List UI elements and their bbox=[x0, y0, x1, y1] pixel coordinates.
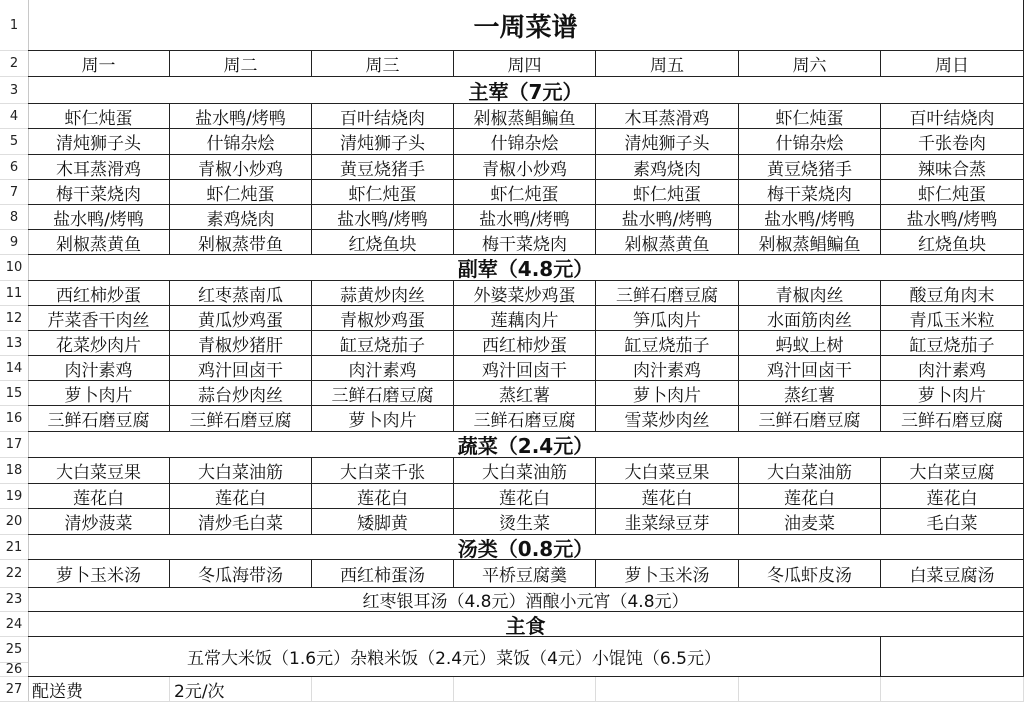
delivery-label[interactable]: 配送费 bbox=[28, 677, 170, 702]
dish-cell[interactable]: 肉汁素鸡 bbox=[28, 356, 170, 381]
empty-cell[interactable] bbox=[881, 677, 1024, 702]
dish-cell[interactable]: 鸡汁回卤干 bbox=[170, 356, 312, 381]
dish-cell[interactable]: 盐水鸭/烤鸭 bbox=[881, 205, 1024, 230]
dish-cell[interactable]: 黄瓜炒鸡蛋 bbox=[170, 306, 312, 331]
dish-cell[interactable]: 虾仁炖蛋 bbox=[739, 104, 881, 129]
day-header[interactable]: 周二 bbox=[170, 51, 312, 77]
dish-cell[interactable]: 大白菜油筋 bbox=[170, 458, 312, 484]
dish-cell[interactable]: 虾仁炖蛋 bbox=[881, 180, 1024, 205]
dish-cell[interactable]: 梅干菜烧肉 bbox=[28, 180, 170, 205]
dish-cell[interactable]: 油麦菜 bbox=[739, 509, 881, 535]
dish-cell[interactable]: 萝卜玉米汤 bbox=[28, 560, 170, 588]
dish-cell[interactable]: 冬瓜虾皮汤 bbox=[739, 560, 881, 588]
dish-cell[interactable]: 红烧鱼块 bbox=[881, 230, 1024, 255]
row-number[interactable]: 24 bbox=[0, 612, 28, 637]
day-header[interactable]: 周一 bbox=[28, 51, 170, 77]
dish-cell[interactable]: 盐水鸭/烤鸭 bbox=[28, 205, 170, 230]
dish-cell[interactable]: 平桥豆腐羹 bbox=[454, 560, 596, 588]
dish-cell[interactable]: 花菜炒肉片 bbox=[28, 331, 170, 356]
row-number[interactable]: 26 bbox=[0, 663, 28, 677]
row-number[interactable]: 22 bbox=[0, 560, 28, 588]
dish-cell[interactable]: 酸豆角肉末 bbox=[881, 281, 1024, 306]
dish-cell[interactable]: 大白菜油筋 bbox=[739, 458, 881, 484]
row-number[interactable]: 12 bbox=[0, 306, 28, 331]
row-number[interactable]: 13 bbox=[0, 331, 28, 356]
dish-cell[interactable]: 大白菜油筋 bbox=[454, 458, 596, 484]
dish-cell[interactable]: 莲花白 bbox=[28, 484, 170, 509]
dish-cell[interactable]: 矮脚黄 bbox=[312, 509, 454, 535]
row-number[interactable]: 4 bbox=[0, 104, 28, 129]
dish-cell[interactable]: 黄豆烧猪手 bbox=[312, 155, 454, 180]
row-number[interactable]: 5 bbox=[0, 129, 28, 155]
row-number[interactable]: 2 bbox=[0, 51, 28, 77]
row-number[interactable]: 19 bbox=[0, 484, 28, 509]
dish-cell[interactable]: 清炒菠菜 bbox=[28, 509, 170, 535]
dish-cell[interactable]: 清炖狮子头 bbox=[596, 129, 739, 155]
dish-cell[interactable]: 蒜台炒肉丝 bbox=[170, 381, 312, 406]
dish-cell[interactable]: 什锦杂烩 bbox=[739, 129, 881, 155]
dish-cell[interactable]: 什锦杂烩 bbox=[170, 129, 312, 155]
row-header-column bbox=[0, 0, 29, 702]
dish-cell[interactable]: 鸡汁回卤干 bbox=[739, 356, 881, 381]
dish-cell[interactable]: 三鲜石磨豆腐 bbox=[312, 381, 454, 406]
section-heading-veg[interactable]: 蔬菜（2.4元） bbox=[28, 432, 1024, 458]
row-number[interactable]: 25 bbox=[0, 637, 28, 663]
dish-cell[interactable]: 大白菜千张 bbox=[312, 458, 454, 484]
dish-cell[interactable]: 剁椒蒸黄鱼 bbox=[596, 230, 739, 255]
dish-cell[interactable]: 三鲜石磨豆腐 bbox=[881, 406, 1024, 432]
dish-cell[interactable]: 青椒小炒鸡 bbox=[454, 155, 596, 180]
dish-cell[interactable]: 青椒肉丝 bbox=[739, 281, 881, 306]
row-number[interactable]: 7 bbox=[0, 180, 28, 205]
dish-cell[interactable]: 梅干菜烧肉 bbox=[739, 180, 881, 205]
dish-cell[interactable]: 莲花白 bbox=[596, 484, 739, 509]
row-number[interactable]: 21 bbox=[0, 535, 28, 560]
dish-cell[interactable]: 西红柿炒蛋 bbox=[454, 331, 596, 356]
dish-cell[interactable]: 鸡汁回卤干 bbox=[454, 356, 596, 381]
row-number[interactable]: 27 bbox=[0, 677, 28, 702]
dish-cell[interactable]: 清炖狮子头 bbox=[312, 129, 454, 155]
row-number[interactable]: 17 bbox=[0, 432, 28, 458]
dish-cell[interactable]: 肉汁素鸡 bbox=[312, 356, 454, 381]
dish-cell[interactable]: 缸豆烧茄子 bbox=[312, 331, 454, 356]
dish-cell[interactable]: 萝卜肉片 bbox=[596, 381, 739, 406]
row-number[interactable]: 16 bbox=[0, 406, 28, 432]
dish-cell[interactable]: 青椒小炒鸡 bbox=[170, 155, 312, 180]
dish-cell[interactable]: 缸豆烧茄子 bbox=[596, 331, 739, 356]
dish-cell[interactable]: 萝卜肉片 bbox=[312, 406, 454, 432]
empty-cell[interactable] bbox=[596, 677, 739, 702]
dish-cell[interactable]: 莲花白 bbox=[739, 484, 881, 509]
dish-cell[interactable]: 红烧鱼块 bbox=[312, 230, 454, 255]
dish-cell[interactable]: 大白菜豆腐 bbox=[881, 458, 1024, 484]
dish-cell[interactable]: 剁椒蒸带鱼 bbox=[170, 230, 312, 255]
delivery-value[interactable]: 2元/次 bbox=[170, 677, 312, 702]
dish-cell[interactable]: 千张卷肉 bbox=[881, 129, 1024, 155]
empty-cell[interactable] bbox=[312, 677, 454, 702]
row-number[interactable]: 14 bbox=[0, 356, 28, 381]
row-number[interactable]: 9 bbox=[0, 230, 28, 255]
day-header[interactable]: 周六 bbox=[739, 51, 881, 77]
row-number[interactable]: 23 bbox=[0, 588, 28, 612]
dish-cell[interactable]: 蒸红薯 bbox=[739, 381, 881, 406]
dish-cell[interactable]: 木耳蒸滑鸡 bbox=[596, 104, 739, 129]
dish-cell[interactable]: 烫生菜 bbox=[454, 509, 596, 535]
dish-cell[interactable]: 什锦杂烩 bbox=[454, 129, 596, 155]
dish-cell[interactable]: 萝卜玉米汤 bbox=[596, 560, 739, 588]
dish-cell[interactable]: 三鲜石磨豆腐 bbox=[28, 406, 170, 432]
dish-cell[interactable]: 盐水鸭/烤鸭 bbox=[312, 205, 454, 230]
dish-cell[interactable]: 大白菜豆果 bbox=[596, 458, 739, 484]
dish-cell[interactable]: 外婆菜炒鸡蛋 bbox=[454, 281, 596, 306]
dish-cell[interactable]: 莲藕肉片 bbox=[454, 306, 596, 331]
dish-cell[interactable]: 盐水鸭/烤鸭 bbox=[596, 205, 739, 230]
dish-cell[interactable]: 三鲜石磨豆腐 bbox=[170, 406, 312, 432]
dish-cell[interactable]: 蒜黄炒肉丝 bbox=[312, 281, 454, 306]
section-heading-soup[interactable]: 汤类（0.8元） bbox=[28, 535, 1024, 560]
dish-cell[interactable]: 大白菜豆果 bbox=[28, 458, 170, 484]
dish-cell[interactable]: 莲花白 bbox=[881, 484, 1024, 509]
row-number[interactable]: 1 bbox=[0, 0, 28, 51]
dish-cell[interactable]: 萝卜肉片 bbox=[881, 381, 1024, 406]
sheet-title[interactable]: 一周菜谱 bbox=[28, 0, 1024, 51]
dish-cell[interactable]: 清炖狮子头 bbox=[28, 129, 170, 155]
dish-cell[interactable]: 三鲜石磨豆腐 bbox=[739, 406, 881, 432]
empty-cell[interactable] bbox=[739, 677, 881, 702]
dish-cell[interactable]: 剁椒蒸黄鱼 bbox=[28, 230, 170, 255]
dish-cell[interactable]: 盐水鸭/烤鸭 bbox=[170, 104, 312, 129]
dish-cell[interactable]: 虾仁炖蛋 bbox=[454, 180, 596, 205]
dish-cell[interactable]: 青椒炒猪肝 bbox=[170, 331, 312, 356]
day-header[interactable]: 周三 bbox=[312, 51, 454, 77]
dish-cell[interactable]: 盐水鸭/烤鸭 bbox=[739, 205, 881, 230]
dish-cell[interactable]: 剁椒蒸鲳鳊鱼 bbox=[454, 104, 596, 129]
dish-cell[interactable]: 白菜豆腐汤 bbox=[881, 560, 1024, 588]
menu-grid bbox=[28, 0, 1024, 702]
day-header[interactable]: 周日 bbox=[881, 51, 1024, 77]
dish-cell[interactable]: 素鸡烧肉 bbox=[170, 205, 312, 230]
soup-extra[interactable]: 红枣银耳汤（4.8元）酒酿小元宵（4.8元） bbox=[28, 588, 1024, 612]
dish-cell[interactable]: 肉汁素鸡 bbox=[596, 356, 739, 381]
dish-cell[interactable]: 冬瓜海带汤 bbox=[170, 560, 312, 588]
dish-cell[interactable]: 蚂蚁上树 bbox=[739, 331, 881, 356]
row-number[interactable]: 15 bbox=[0, 381, 28, 406]
dish-cell[interactable]: 百叶结烧肉 bbox=[881, 104, 1024, 129]
row-number[interactable]: 8 bbox=[0, 205, 28, 230]
dish-cell[interactable]: 虾仁炖蛋 bbox=[596, 180, 739, 205]
dish-cell[interactable]: 肉汁素鸡 bbox=[881, 356, 1024, 381]
dish-cell[interactable]: 黄豆烧猪手 bbox=[739, 155, 881, 180]
row-number[interactable]: 6 bbox=[0, 155, 28, 180]
row-number[interactable]: 3 bbox=[0, 77, 28, 104]
dish-cell[interactable]: 芹菜香干肉丝 bbox=[28, 306, 170, 331]
day-header[interactable]: 周五 bbox=[596, 51, 739, 77]
dish-cell[interactable]: 莲花白 bbox=[454, 484, 596, 509]
section-heading-side[interactable]: 副荤（4.8元） bbox=[28, 255, 1024, 281]
dish-cell[interactable]: 西红柿炒蛋 bbox=[28, 281, 170, 306]
dish-cell[interactable]: 梅干菜烧肉 bbox=[454, 230, 596, 255]
dish-cell[interactable]: 雪菜炒肉丝 bbox=[596, 406, 739, 432]
row-number[interactable]: 18 bbox=[0, 458, 28, 484]
dish-cell[interactable]: 韭菜绿豆芽 bbox=[596, 509, 739, 535]
dish-cell[interactable]: 青瓜玉米粒 bbox=[881, 306, 1024, 331]
dish-cell[interactable]: 红枣蒸南瓜 bbox=[170, 281, 312, 306]
dish-cell[interactable]: 蒸红薯 bbox=[454, 381, 596, 406]
dish-cell[interactable]: 缸豆烧茄子 bbox=[881, 331, 1024, 356]
dish-cell[interactable]: 毛白菜 bbox=[881, 509, 1024, 535]
dish-cell[interactable]: 盐水鸭/烤鸭 bbox=[454, 205, 596, 230]
dish-cell[interactable]: 莲花白 bbox=[312, 484, 454, 509]
dish-cell[interactable]: 莲花白 bbox=[170, 484, 312, 509]
dish-cell[interactable]: 虾仁炖蛋 bbox=[28, 104, 170, 129]
row-number[interactable]: 10 bbox=[0, 255, 28, 281]
dish-cell[interactable]: 剁椒蒸鲳鳊鱼 bbox=[739, 230, 881, 255]
dish-cell[interactable]: 辣味合蒸 bbox=[881, 155, 1024, 180]
section-heading-main[interactable]: 主荤（7元） bbox=[28, 77, 1024, 104]
empty-cell[interactable] bbox=[881, 637, 1024, 677]
empty-cell[interactable] bbox=[454, 677, 596, 702]
day-header[interactable]: 周四 bbox=[454, 51, 596, 77]
dish-cell[interactable]: 萝卜肉片 bbox=[28, 381, 170, 406]
row-number[interactable]: 20 bbox=[0, 509, 28, 535]
dish-cell[interactable]: 木耳蒸滑鸡 bbox=[28, 155, 170, 180]
dish-cell[interactable]: 虾仁炖蛋 bbox=[312, 180, 454, 205]
dish-cell[interactable]: 三鲜石磨豆腐 bbox=[596, 281, 739, 306]
dish-cell[interactable]: 清炒毛白菜 bbox=[170, 509, 312, 535]
row-number[interactable]: 11 bbox=[0, 281, 28, 306]
dish-cell[interactable]: 素鸡烧肉 bbox=[596, 155, 739, 180]
section-heading-staple[interactable]: 主食 bbox=[28, 612, 1024, 637]
dish-cell[interactable]: 笋瓜肉片 bbox=[596, 306, 739, 331]
dish-cell[interactable]: 三鲜石磨豆腐 bbox=[454, 406, 596, 432]
staple-line[interactable]: 五常大米饭（1.6元）杂粮米饭（2.4元）菜饭（4元）小馄饨（6.5元） bbox=[28, 637, 881, 677]
dish-cell[interactable]: 水面筋肉丝 bbox=[739, 306, 881, 331]
dish-cell[interactable]: 西红柿蛋汤 bbox=[312, 560, 454, 588]
dish-cell[interactable]: 虾仁炖蛋 bbox=[170, 180, 312, 205]
dish-cell[interactable]: 青椒炒鸡蛋 bbox=[312, 306, 454, 331]
dish-cell[interactable]: 百叶结烧肉 bbox=[312, 104, 454, 129]
